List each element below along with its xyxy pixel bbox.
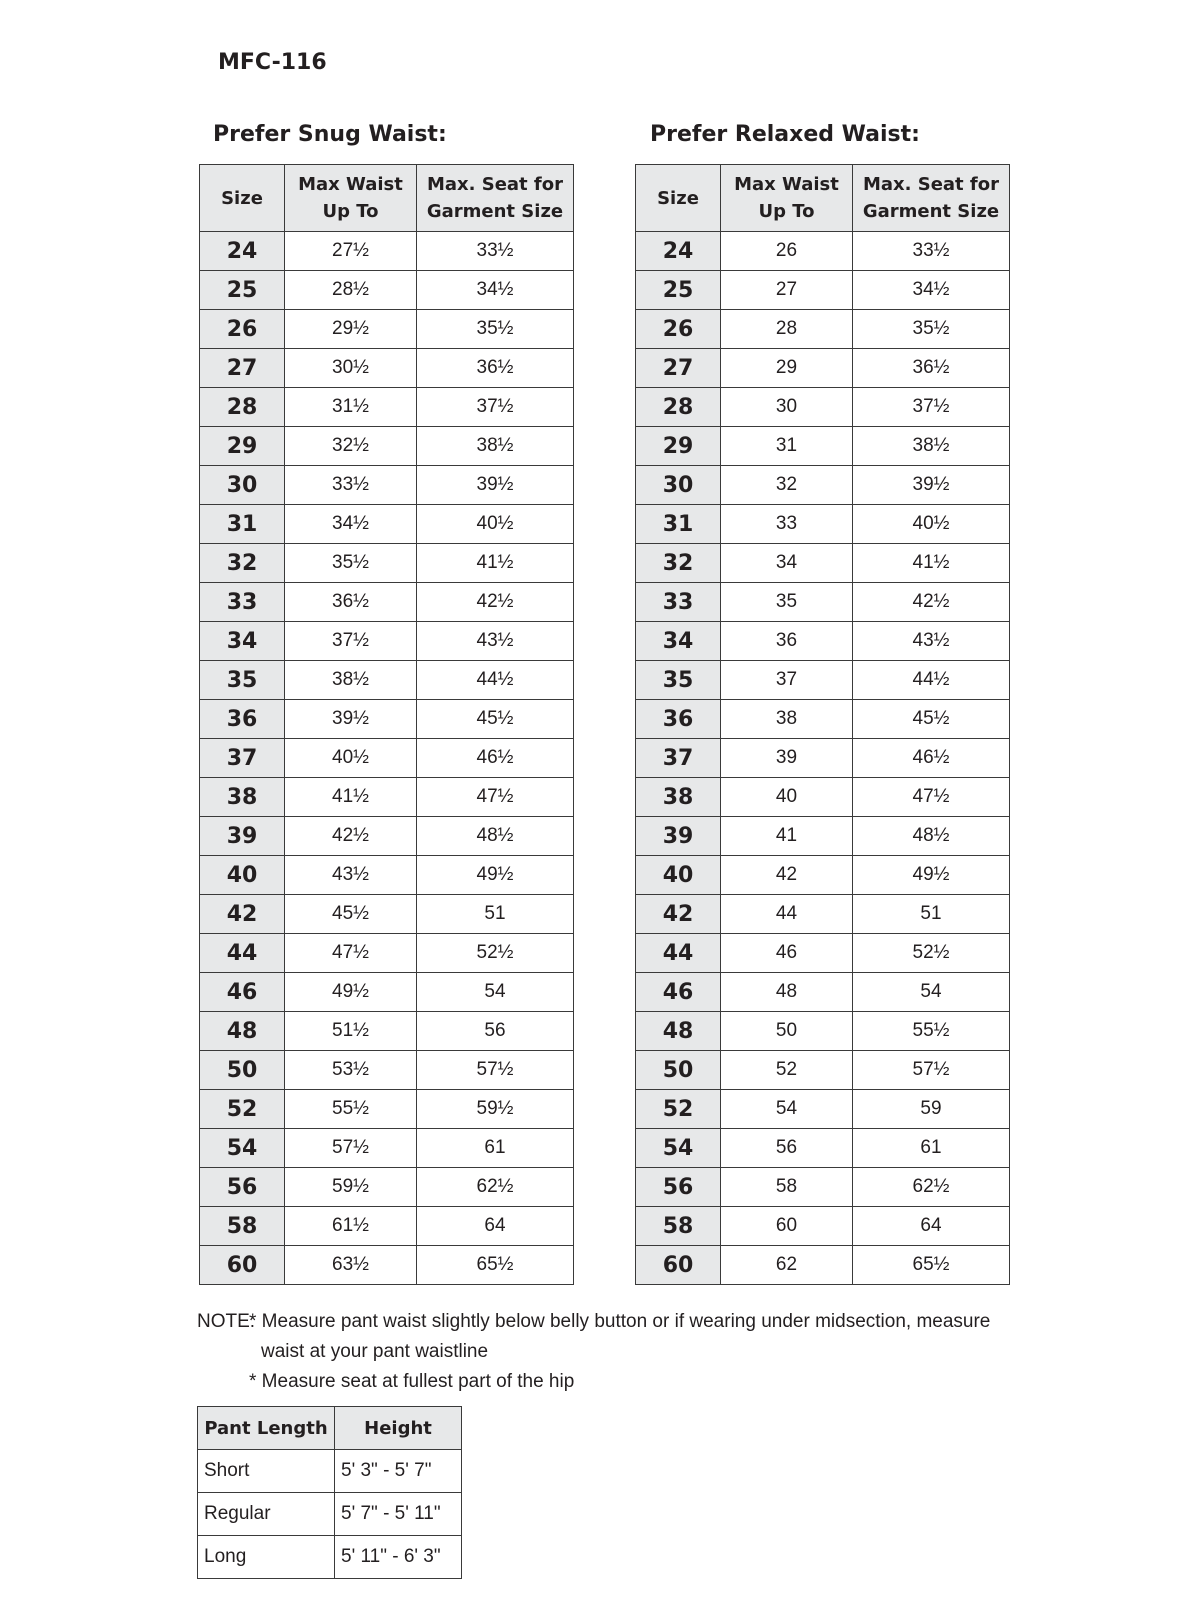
max-seat-cell: 35½ [853, 310, 1010, 349]
size-cell: 42 [200, 895, 285, 934]
max-waist-cell: 58 [721, 1168, 853, 1207]
size-cell: 54 [636, 1129, 721, 1168]
max-seat-cell: 51 [853, 895, 1010, 934]
max-seat-cell: 39½ [853, 466, 1010, 505]
table-row [636, 856, 1010, 895]
max-waist-cell: 41½ [285, 778, 417, 817]
size-cell: 25 [200, 271, 285, 310]
max-waist-cell: 62 [721, 1246, 853, 1285]
size-cell: 38 [636, 778, 721, 817]
table-row [200, 895, 574, 934]
header-max-seat: Max. Seat for Garment Size [417, 165, 574, 232]
table-row [200, 583, 574, 622]
max-seat-cell: 40½ [417, 505, 574, 544]
size-cell: 29 [636, 427, 721, 466]
table-row [636, 583, 1010, 622]
table-row [636, 1129, 1010, 1168]
max-waist-cell: 39½ [285, 700, 417, 739]
size-cell: 39 [200, 817, 285, 856]
table-row [636, 817, 1010, 856]
size-cell: 29 [200, 427, 285, 466]
max-waist-cell: 38½ [285, 661, 417, 700]
max-waist-cell: 28 [721, 310, 853, 349]
size-cell: 36 [200, 700, 285, 739]
max-seat-cell: 37½ [417, 388, 574, 427]
size-cell: 50 [200, 1051, 285, 1090]
header-pant-length: Pant Length [198, 1407, 335, 1450]
max-seat-cell: 55½ [853, 1012, 1010, 1051]
max-seat-cell: 40½ [853, 505, 1010, 544]
size-cell: 34 [200, 622, 285, 661]
table-row [198, 1536, 462, 1579]
snug-size-table [199, 164, 574, 1285]
max-seat-cell: 54 [417, 973, 574, 1012]
table-row [200, 973, 574, 1012]
max-seat-cell: 59½ [417, 1090, 574, 1129]
max-seat-cell: 44½ [417, 661, 574, 700]
max-seat-cell: 36½ [417, 349, 574, 388]
table-row [636, 505, 1010, 544]
size-cell: 35 [636, 661, 721, 700]
size-cell: 60 [636, 1246, 721, 1285]
max-seat-cell: 64 [417, 1207, 574, 1246]
max-seat-cell: 46½ [417, 739, 574, 778]
size-cell: 24 [200, 232, 285, 271]
max-seat-cell: 38½ [417, 427, 574, 466]
table-row [198, 1493, 462, 1536]
size-cell: 40 [200, 856, 285, 895]
pant-length-cell: Long [198, 1536, 335, 1579]
size-cell: 58 [636, 1207, 721, 1246]
max-seat-cell: 37½ [853, 388, 1010, 427]
max-waist-cell: 29½ [285, 310, 417, 349]
max-waist-cell: 56 [721, 1129, 853, 1168]
table-row [636, 934, 1010, 973]
max-waist-cell: 37 [721, 661, 853, 700]
max-waist-cell: 34½ [285, 505, 417, 544]
max-waist-cell: 40 [721, 778, 853, 817]
max-waist-cell: 38 [721, 700, 853, 739]
max-seat-cell: 57½ [417, 1051, 574, 1090]
table-row [636, 1168, 1010, 1207]
table-row [636, 661, 1010, 700]
size-cell: 48 [636, 1012, 721, 1051]
table-row [198, 1450, 462, 1493]
max-seat-cell: 62½ [853, 1168, 1010, 1207]
max-waist-cell: 27 [721, 271, 853, 310]
max-waist-cell: 27½ [285, 232, 417, 271]
max-waist-cell: 50 [721, 1012, 853, 1051]
size-cell: 28 [200, 388, 285, 427]
size-cell: 42 [636, 895, 721, 934]
size-cell: 33 [200, 583, 285, 622]
snug-table-body [200, 232, 574, 1285]
max-seat-cell: 34½ [417, 271, 574, 310]
table-row [200, 310, 574, 349]
size-cell: 35 [200, 661, 285, 700]
max-seat-cell: 56 [417, 1012, 574, 1051]
max-waist-cell: 31 [721, 427, 853, 466]
max-waist-cell: 36 [721, 622, 853, 661]
max-seat-cell: 44½ [853, 661, 1010, 700]
size-cell: 54 [200, 1129, 285, 1168]
table-row [636, 895, 1010, 934]
size-cell: 39 [636, 817, 721, 856]
max-seat-cell: 49½ [853, 856, 1010, 895]
table-row [636, 1090, 1010, 1129]
max-waist-cell: 35½ [285, 544, 417, 583]
max-seat-cell: 52½ [853, 934, 1010, 973]
max-seat-cell: 42½ [853, 583, 1010, 622]
table-row [636, 1207, 1010, 1246]
table-row [200, 232, 574, 271]
max-waist-cell: 29 [721, 349, 853, 388]
table-row [636, 544, 1010, 583]
max-seat-cell: 47½ [853, 778, 1010, 817]
max-waist-cell: 32 [721, 466, 853, 505]
max-waist-cell: 51½ [285, 1012, 417, 1051]
table-row [200, 856, 574, 895]
size-cell: 37 [636, 739, 721, 778]
table-row [200, 1207, 574, 1246]
max-seat-cell: 65½ [853, 1246, 1010, 1285]
max-seat-cell: 48½ [417, 817, 574, 856]
size-cell: 34 [636, 622, 721, 661]
table-row [636, 310, 1010, 349]
size-cell: 30 [200, 466, 285, 505]
size-cell: 52 [636, 1090, 721, 1129]
max-waist-cell: 34 [721, 544, 853, 583]
note-line-waist: * Measure pant waist slightly below belly button or if wearing under midsection, measure waist at your pant waistline [249, 1311, 991, 1362]
max-seat-cell: 51 [417, 895, 574, 934]
pant-length-cell: Regular [198, 1493, 335, 1536]
size-cell: 50 [636, 1051, 721, 1090]
table-row [200, 271, 574, 310]
table-row [636, 700, 1010, 739]
max-waist-cell: 32½ [285, 427, 417, 466]
table-row [636, 1246, 1010, 1285]
max-seat-cell: 33½ [853, 232, 1010, 271]
size-cell: 27 [200, 349, 285, 388]
table-row [636, 232, 1010, 271]
size-cell: 25 [636, 271, 721, 310]
max-seat-cell: 52½ [417, 934, 574, 973]
size-cell: 46 [200, 973, 285, 1012]
table-row [200, 700, 574, 739]
size-cell: 48 [200, 1012, 285, 1051]
table-row [200, 739, 574, 778]
max-waist-cell: 37½ [285, 622, 417, 661]
size-cell: 30 [636, 466, 721, 505]
table-row [200, 661, 574, 700]
table-row [200, 466, 574, 505]
max-seat-cell: 39½ [417, 466, 574, 505]
max-waist-cell: 36½ [285, 583, 417, 622]
header-size: Size [636, 165, 721, 232]
max-waist-cell: 28½ [285, 271, 417, 310]
max-waist-cell: 39 [721, 739, 853, 778]
size-cell: 38 [200, 778, 285, 817]
max-waist-cell: 54 [721, 1090, 853, 1129]
table-row [636, 349, 1010, 388]
pant-length-body [198, 1450, 462, 1579]
size-cell: 46 [636, 973, 721, 1012]
max-seat-cell: 45½ [853, 700, 1010, 739]
size-cell: 36 [636, 700, 721, 739]
max-waist-cell: 47½ [285, 934, 417, 973]
document-code: MFC-116 [218, 50, 327, 75]
table-row [200, 1051, 574, 1090]
max-waist-cell: 33 [721, 505, 853, 544]
max-waist-cell: 31½ [285, 388, 417, 427]
height-cell: 5' 11" - 6' 3" [335, 1536, 462, 1579]
size-cell: 28 [636, 388, 721, 427]
table-row [200, 1246, 574, 1285]
table-row [200, 427, 574, 466]
size-cell: 32 [200, 544, 285, 583]
max-waist-cell: 53½ [285, 1051, 417, 1090]
table-row [636, 778, 1010, 817]
table-row [636, 622, 1010, 661]
max-waist-cell: 55½ [285, 1090, 417, 1129]
max-seat-cell: 41½ [417, 544, 574, 583]
size-cell: 44 [636, 934, 721, 973]
note-label: NOTE: [197, 1311, 256, 1332]
max-waist-cell: 41 [721, 817, 853, 856]
table-row [200, 1129, 574, 1168]
max-seat-cell: 49½ [417, 856, 574, 895]
size-cell: 24 [636, 232, 721, 271]
max-seat-cell: 48½ [853, 817, 1010, 856]
height-cell: 5' 3" - 5' 7" [335, 1450, 462, 1493]
max-waist-cell: 60 [721, 1207, 853, 1246]
max-seat-cell: 57½ [853, 1051, 1010, 1090]
max-seat-cell: 33½ [417, 232, 574, 271]
table-row [636, 388, 1010, 427]
table-row [636, 466, 1010, 505]
size-cell: 26 [636, 310, 721, 349]
table-row [200, 817, 574, 856]
height-cell: 5' 7" - 5' 11" [335, 1493, 462, 1536]
max-seat-cell: 61 [417, 1129, 574, 1168]
table-row [200, 934, 574, 973]
relaxed-table-body [636, 232, 1010, 1285]
table-row [200, 349, 574, 388]
table-row [200, 388, 574, 427]
table-row [636, 739, 1010, 778]
max-seat-cell: 59 [853, 1090, 1010, 1129]
pant-length-table [197, 1406, 462, 1579]
size-cell: 56 [636, 1168, 721, 1207]
header-max-waist: Max Waist Up To [285, 165, 417, 232]
header-height: Height [335, 1407, 462, 1450]
max-waist-cell: 40½ [285, 739, 417, 778]
max-waist-cell: 61½ [285, 1207, 417, 1246]
size-cell: 32 [636, 544, 721, 583]
size-cell: 33 [636, 583, 721, 622]
max-waist-cell: 43½ [285, 856, 417, 895]
max-seat-cell: 47½ [417, 778, 574, 817]
size-cell: 31 [200, 505, 285, 544]
size-cell: 40 [636, 856, 721, 895]
max-waist-cell: 52 [721, 1051, 853, 1090]
note-line-seat: * Measure seat at fullest part of the hip [249, 1371, 575, 1392]
size-cell: 31 [636, 505, 721, 544]
max-seat-cell: 43½ [853, 622, 1010, 661]
max-seat-cell: 38½ [853, 427, 1010, 466]
table-row [200, 544, 574, 583]
max-waist-cell: 30 [721, 388, 853, 427]
pant-length-cell: Short [198, 1450, 335, 1493]
max-seat-cell: 46½ [853, 739, 1010, 778]
max-waist-cell: 59½ [285, 1168, 417, 1207]
relaxed-heading: Prefer Relaxed Waist: [650, 122, 920, 147]
size-cell: 44 [200, 934, 285, 973]
table-row [636, 427, 1010, 466]
table-row [636, 271, 1010, 310]
table-row [636, 973, 1010, 1012]
max-seat-cell: 45½ [417, 700, 574, 739]
max-waist-cell: 48 [721, 973, 853, 1012]
max-seat-cell: 34½ [853, 271, 1010, 310]
header-max-waist: Max Waist Up To [721, 165, 853, 232]
max-waist-cell: 63½ [285, 1246, 417, 1285]
size-cell: 58 [200, 1207, 285, 1246]
max-waist-cell: 42½ [285, 817, 417, 856]
table-row [200, 505, 574, 544]
size-cell: 52 [200, 1090, 285, 1129]
max-waist-cell: 44 [721, 895, 853, 934]
table-row [200, 1090, 574, 1129]
size-cell: 60 [200, 1246, 285, 1285]
snug-heading: Prefer Snug Waist: [213, 122, 447, 147]
max-seat-cell: 42½ [417, 583, 574, 622]
max-seat-cell: 54 [853, 973, 1010, 1012]
header-size: Size [200, 165, 285, 232]
max-waist-cell: 57½ [285, 1129, 417, 1168]
max-waist-cell: 49½ [285, 973, 417, 1012]
max-waist-cell: 42 [721, 856, 853, 895]
max-seat-cell: 61 [853, 1129, 1010, 1168]
max-waist-cell: 45½ [285, 895, 417, 934]
max-waist-cell: 30½ [285, 349, 417, 388]
table-row [200, 1012, 574, 1051]
max-seat-cell: 65½ [417, 1246, 574, 1285]
size-cell: 26 [200, 310, 285, 349]
max-seat-cell: 62½ [417, 1168, 574, 1207]
max-waist-cell: 46 [721, 934, 853, 973]
max-seat-cell: 64 [853, 1207, 1010, 1246]
max-seat-cell: 36½ [853, 349, 1010, 388]
table-row [200, 1168, 574, 1207]
header-max-seat: Max. Seat for Garment Size [853, 165, 1010, 232]
table-row [200, 622, 574, 661]
size-cell: 37 [200, 739, 285, 778]
max-seat-cell: 35½ [417, 310, 574, 349]
max-seat-cell: 41½ [853, 544, 1010, 583]
max-waist-cell: 35 [721, 583, 853, 622]
size-cell: 56 [200, 1168, 285, 1207]
table-row [200, 778, 574, 817]
table-row [636, 1051, 1010, 1090]
max-seat-cell: 43½ [417, 622, 574, 661]
max-waist-cell: 33½ [285, 466, 417, 505]
max-waist-cell: 26 [721, 232, 853, 271]
size-cell: 27 [636, 349, 721, 388]
relaxed-size-table [635, 164, 1010, 1285]
table-row [636, 1012, 1010, 1051]
